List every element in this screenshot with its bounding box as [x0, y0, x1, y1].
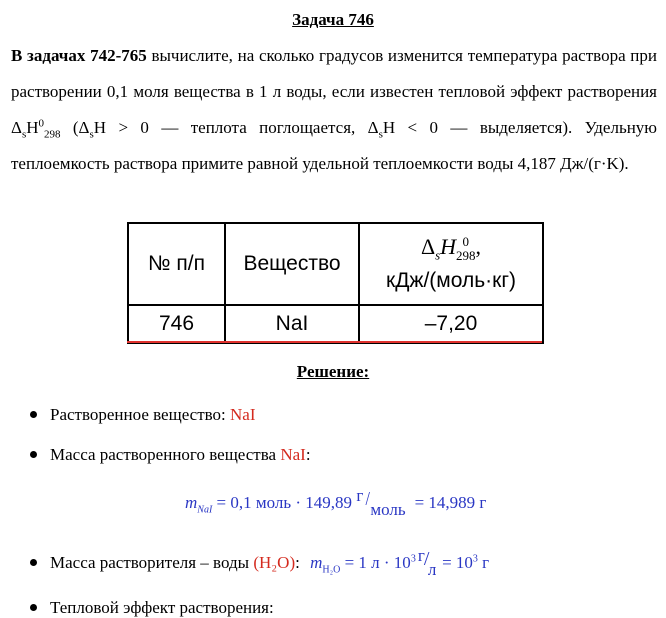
table-row	[128, 305, 543, 343]
bullet-dot	[30, 559, 37, 566]
bullet-heat-effect: Тепловой эффект растворения:	[30, 598, 274, 618]
equation-water-mass: $m_{H_2O} = 1$ $л \cdot 10^3$ г / л = $10^3$ г	[310, 546, 490, 580]
table-underline	[127, 341, 542, 343]
solution-title: Решение:	[296, 362, 370, 381]
unit-fraction: г / л	[417, 546, 437, 580]
cell-substance: NaI	[225, 305, 359, 343]
bullet-solute-mass: Масса растворенного вещества NaI:	[30, 445, 311, 465]
bullet-dot	[30, 411, 37, 418]
table-header-row	[128, 223, 543, 305]
bullet-dot	[30, 604, 37, 611]
cell-enthalpy: –7,20	[359, 305, 543, 343]
task-title: Задача 746	[292, 10, 374, 29]
equation-nai-mass: $m_{NaI} = 0,1$ моль · 149,89 г / моль = 14,989 г	[185, 486, 487, 520]
data-table	[127, 222, 544, 344]
task-statement: В задачах 742-765 вычислите, на сколько градусов изменится температура раствора при растворении 0,1 моля вещества в 1 л воды, если известен тепловой эффект растворения $\Delta_sH^0_{298}$ ($\Delta_sH > 0$ — теплота поглощается, $\Delta_sH < 0$ — выделяется). Удельную теплоемкость раствора примите равной удельной теплоемкости воды 4,187 Дж/(г·K).	[11, 46, 658, 173]
cell-number: 746	[128, 305, 225, 343]
unit-fraction: г / моль	[356, 486, 406, 520]
task-range: В задачах 742-765	[11, 46, 147, 65]
header-substance: Вещество	[225, 223, 359, 305]
bullet-solvent-mass: Масса растворителя – воды (H₂O): $m_{H_2O} = 1$ $л \cdot 10^3$ г / л = $10^3$ г	[30, 553, 489, 575]
header-enthalpy: $\Delta_sH$ 0 298 , кДж/(моль·кг)	[359, 223, 543, 305]
bullet-solute: Растворенное вещество: NaI	[30, 405, 256, 425]
header-number: № п/п	[128, 223, 225, 305]
bullet-dot	[30, 451, 37, 458]
